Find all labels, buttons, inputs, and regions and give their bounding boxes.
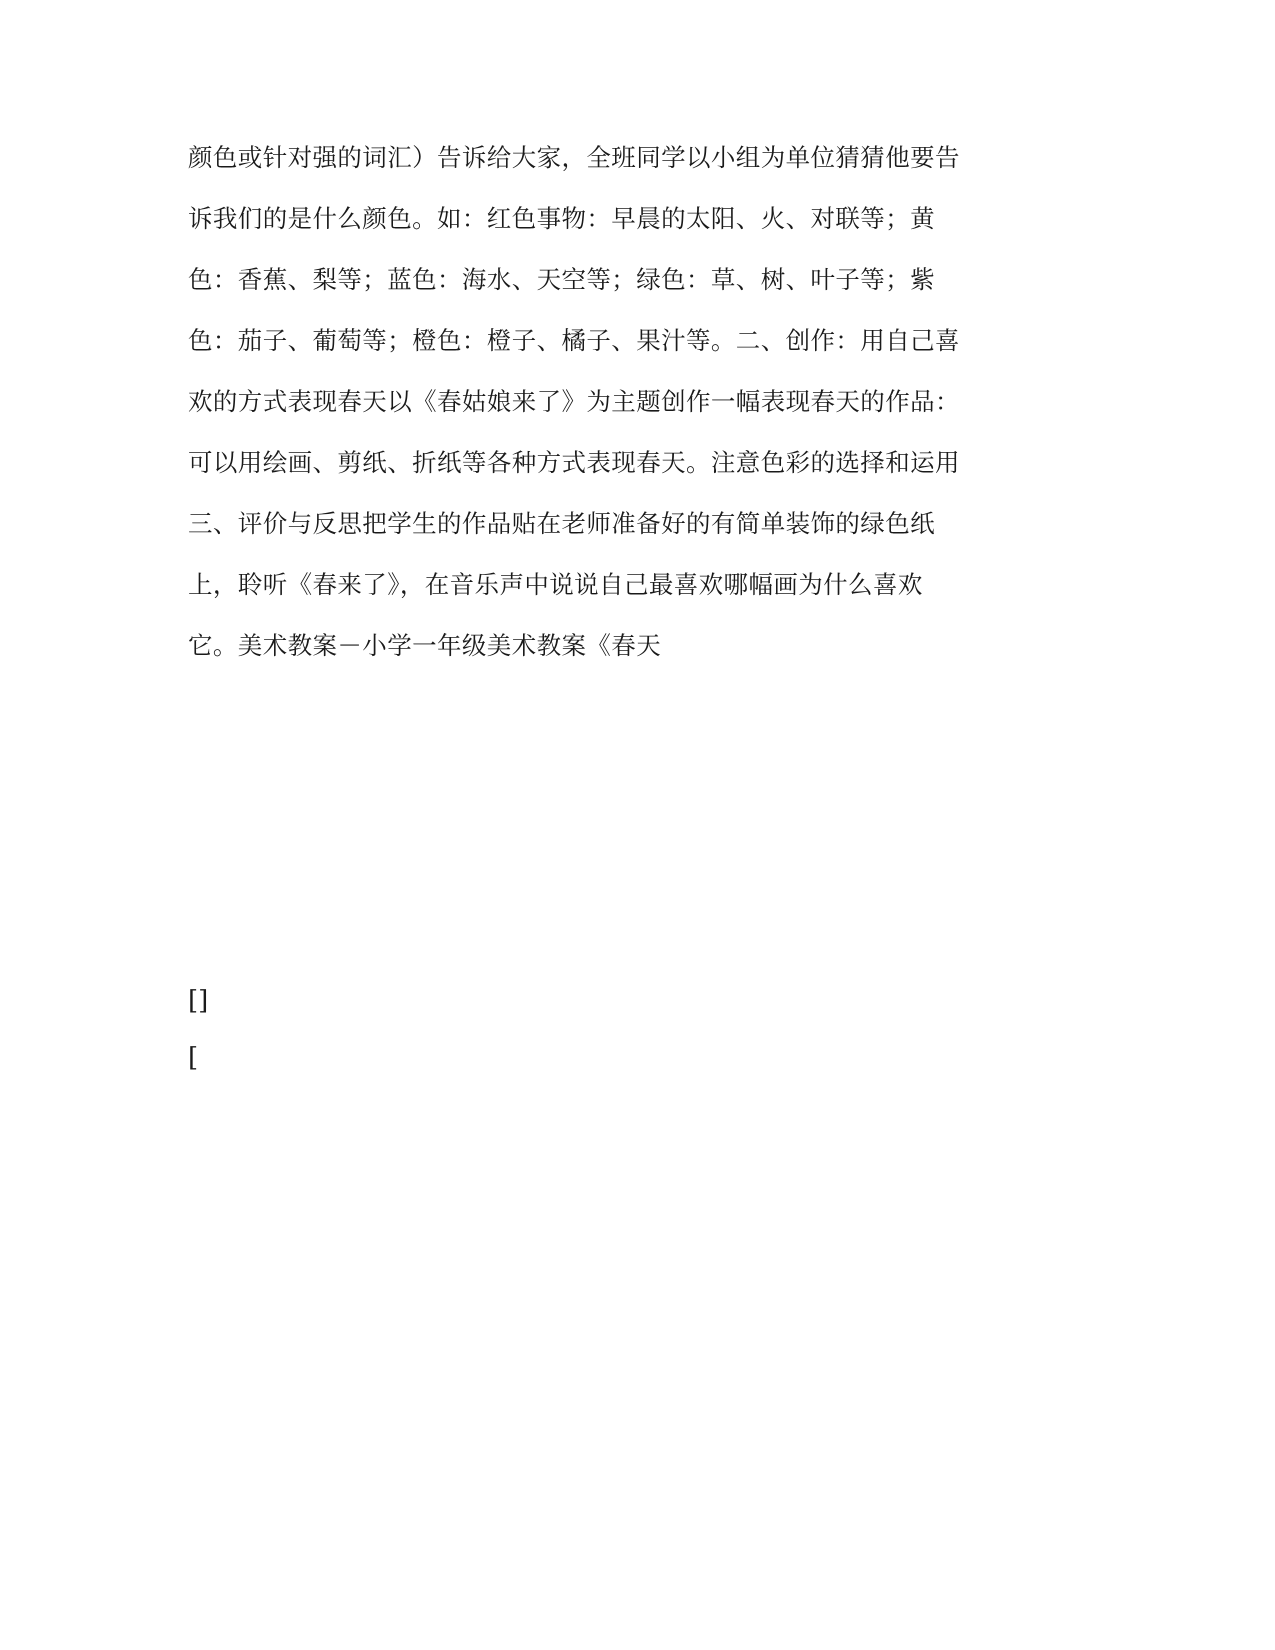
paragraph-line: 色：香蕉、梨等；蓝色：海水、天空等；绿色：草、树、叶子等；紫 [188, 265, 935, 294]
lesson-plan-paragraph [188, 140, 968, 689]
paragraph-line: 三、评价与反思把学生的作品贴在老师准备好的有简单装饰的绿色纸 [188, 509, 935, 538]
paragraph-line: 它。美术教案－小学一年级美术教案《春天 [188, 631, 662, 660]
paragraph-line: 可以用绘画、剪纸、折纸等各种方式表现春天。注意色彩的选择和运用 [188, 448, 960, 477]
bracket-mark-open: [ [188, 1043, 199, 1073]
paragraph-line: 诉我们的是什么颜色。如：红色事物：早晨的太阳、火、对联等；黄 [188, 204, 935, 233]
paragraph-line: 上，聆听《春来了》，在音乐声中说说自己最喜欢哪幅画为什么喜欢 [188, 570, 923, 599]
paragraph-line: 欢的方式表现春天以《春姑娘来了》为主题创作一幅表现春天的作品： [188, 387, 960, 416]
bracket-mark-empty: [] [188, 986, 209, 1016]
paragraph-line: 色：茄子、葡萄等；橙色：橙子、橘子、果汁等。二、创作：用自己喜 [188, 326, 960, 355]
paragraph-line: 颜色或针对强的词汇）告诉给大家，全班同学以小组为单位猜猜他要告 [188, 143, 960, 172]
